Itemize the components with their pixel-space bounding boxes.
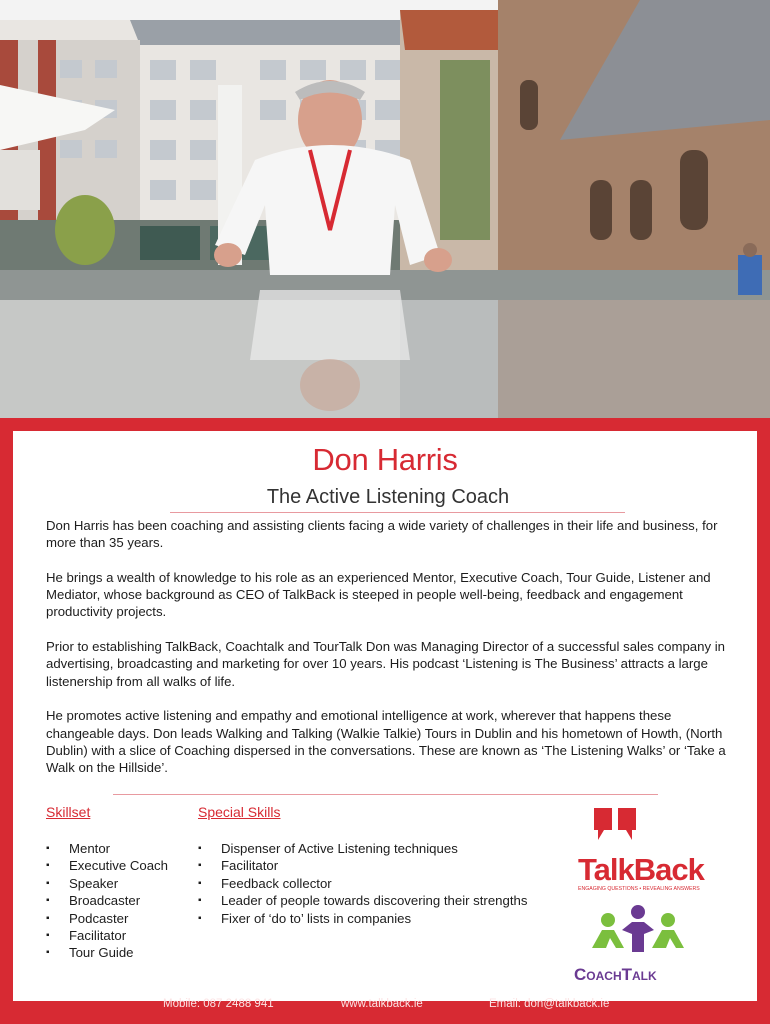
skillset-list	[46, 840, 168, 962]
special-skills-heading: Special Skills	[198, 804, 281, 820]
list-item: ▪ Broadcaster	[46, 892, 168, 909]
list-item: ▪ Executive Coach	[46, 857, 168, 874]
bio-paragraph: Prior to establishing TalkBack, Coachtalk and TourTalk Don was Managing Director of a successful sales company in advertising, broadcasting and marketing for over 10 years. His podcast ‘Listening is The Business’ attracts a large listenership from all walks of life.	[46, 639, 725, 689]
bio-paragraph: He brings a wealth of knowledge to his role as an experienced Mentor, Executive Coach, Tour Guide, Listener and Mediator, whose background as CEO of TalkBack is steeped in people well-being, feedback and engagement productivity projects.	[46, 569, 711, 620]
list-item: ▪ Mentor	[46, 840, 168, 857]
person-name: Don Harris	[312, 442, 458, 477]
list-item: ▪ Feedback collector	[198, 875, 527, 892]
list-item: ▪ Facilitator	[198, 857, 527, 874]
section-divider	[113, 794, 658, 795]
people-icon	[592, 905, 684, 952]
person-title: The Active Listening Coach	[266, 486, 510, 508]
list-item: ▪ Fixer of ‘do to’ lists in companies	[198, 910, 527, 927]
list-item: ▪ Tour Guide	[46, 944, 168, 961]
list-item: ▪ Speaker	[46, 875, 168, 892]
coachtalk-wordmark: COACHTALK	[574, 965, 657, 984]
hero-photo	[0, 0, 770, 422]
list-item: ▪ Leader of people towards discovering their strengths	[198, 892, 527, 909]
footer-email[interactable]: Email: don@talkback.ie	[489, 998, 610, 1010]
list-item: ▪ Podcaster	[46, 910, 168, 927]
talkback-wordmark: TalkBack	[578, 852, 704, 887]
speech-bubbles-icon	[594, 808, 636, 840]
talkback-tagline: ENGAGING QUESTIONS • REVEALING ANSWERS	[578, 886, 700, 892]
title-divider	[170, 512, 625, 513]
biography	[46, 517, 726, 794]
special-skills-list	[198, 840, 527, 927]
list-item: ▪ Facilitator	[46, 927, 168, 944]
footer-website[interactable]: www.talkback.ie	[341, 998, 423, 1010]
footer-mobile: Mobile: 087 2488 941	[163, 998, 274, 1010]
skillset-heading: Skillset	[46, 804, 91, 820]
coachtalk-logo	[570, 904, 706, 984]
bio-paragraph: Don Harris has been coaching and assisting clients facing a wide variety of challenges in their life and business, for more than 35 years.	[46, 518, 718, 551]
talkback-logo	[572, 806, 708, 896]
list-item: ▪ Dispenser of Active Listening techniques	[198, 840, 527, 857]
bio-paragraph: He promotes active listening and empathy and emotional intelligence at work, wherever that happens these changeable days. Don leads Walking and Talking (Walkie Talkie) Tours in Dublin and his hometown of Howth, (North Dublin) with a slice of Coaching dispersed in the conversations. These are known as ‘The Listening Walks’ or ‘Take a Walk on the Hillside’.	[46, 708, 726, 776]
